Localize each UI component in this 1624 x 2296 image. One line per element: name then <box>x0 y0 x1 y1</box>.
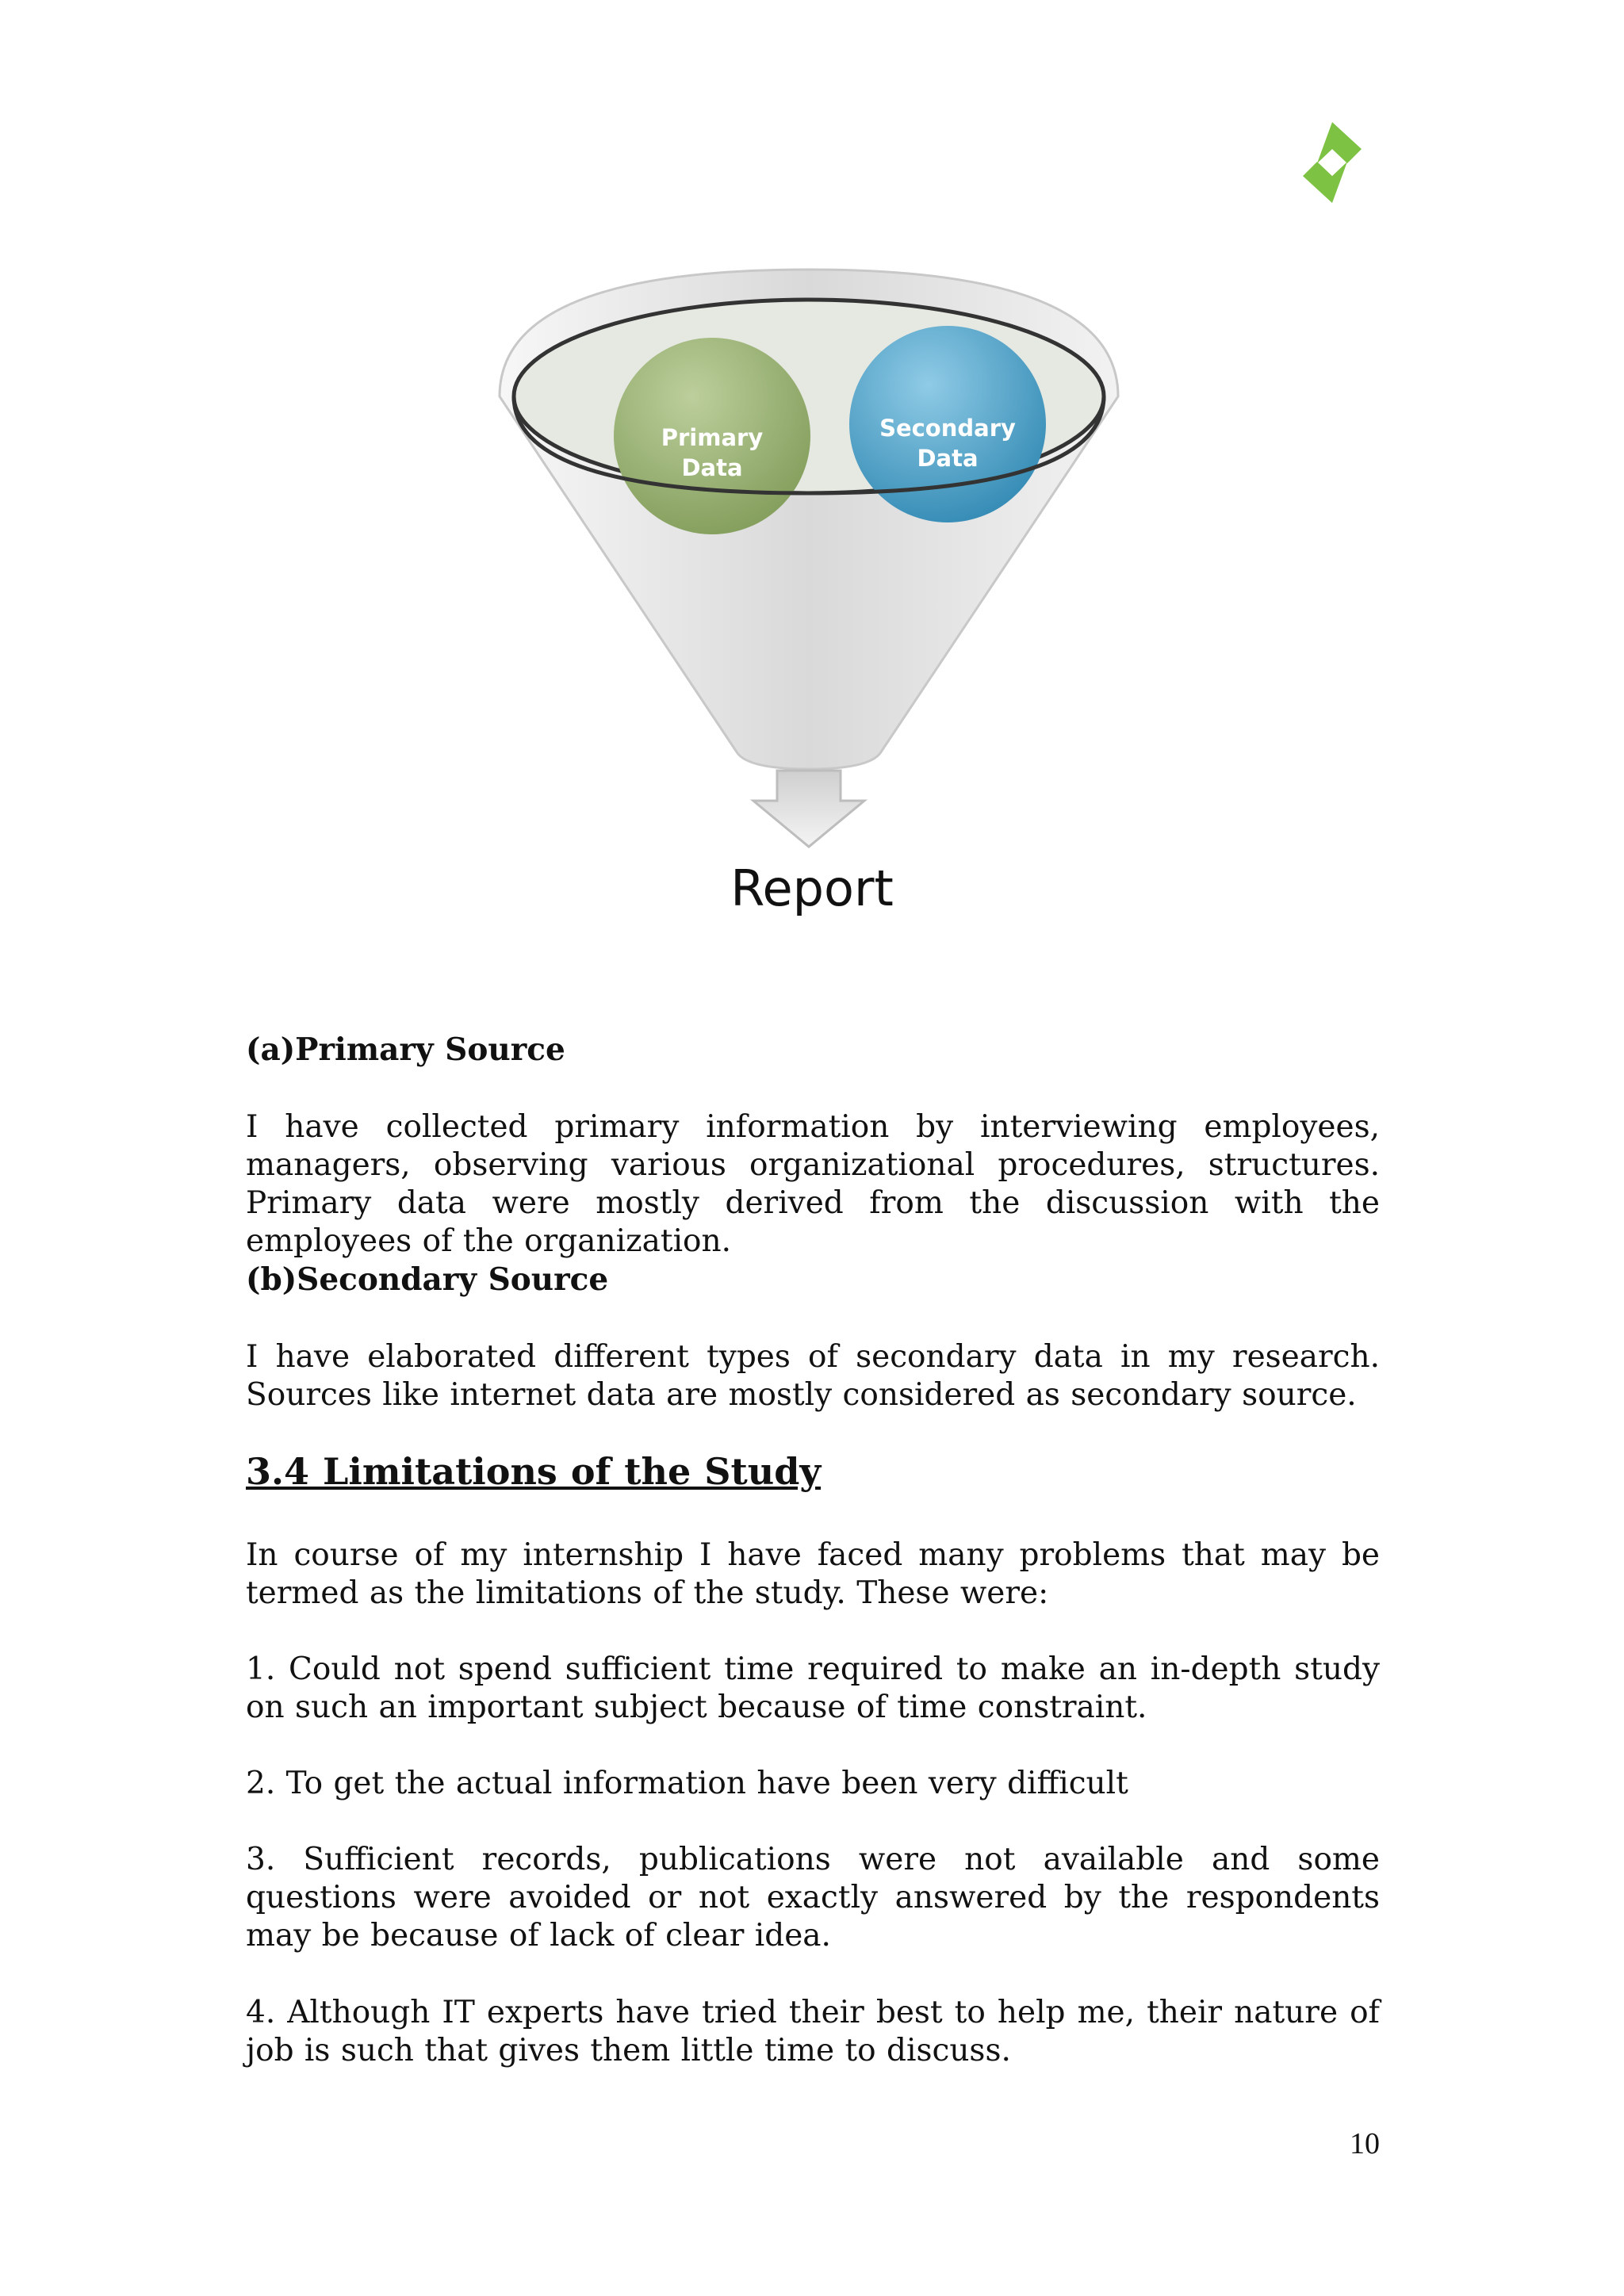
green-diamond-logo-icon <box>1289 119 1376 206</box>
limitation-item-2: 2. To get the actual information have been very difficult <box>246 1766 1128 1801</box>
secondary-source-heading: (b)Secondary Source <box>246 1261 609 1298</box>
down-arrow-icon <box>753 771 864 847</box>
limitation-item-1: 1. Could not spend sufficient time required to make an in-depth study on such an important subject because of time constraint. <box>246 1651 1380 1725</box>
primary-data-label-line2: Data <box>681 454 743 481</box>
primary-data-label-line1: Primary <box>661 424 764 451</box>
funnel-diagram <box>468 246 1166 959</box>
secondary-source-paragraph: I have elaborated different types of secondary data in my research. Sources like internet data are mostly considered as secondary source. <box>246 1339 1380 1413</box>
primary-source-heading: (a)Primary Source <box>246 1031 565 1068</box>
primary-source-paragraph: I have collected primary information by interviewing employees, managers, observing various organizational procedures, structures. Primary data were mostly derived from the discussion with the employees of the organization. <box>246 1109 1380 1259</box>
limitation-item-3: 3. Sufficient records, publications were not available and some questions were avoided or not exactly answered by the respondents may be because of lack of clear idea. <box>246 1842 1380 1954</box>
limitations-heading: 3.4 Limitations of the Study <box>246 1450 822 1493</box>
secondary-data-label-line2: Data <box>917 445 979 472</box>
limitations-intro: In course of my internship I have faced many problems that may be termed as the limitations of the study. These were: <box>246 1537 1380 1611</box>
secondary-data-label-line1: Secondary <box>879 415 1016 442</box>
page-number: 10 <box>1350 2127 1380 2160</box>
report-label: Report <box>730 859 894 917</box>
limitation-item-4: 4. Although IT experts have tried their best to help me, their nature of job is such that gives them little time to discuss. <box>246 1995 1380 2068</box>
